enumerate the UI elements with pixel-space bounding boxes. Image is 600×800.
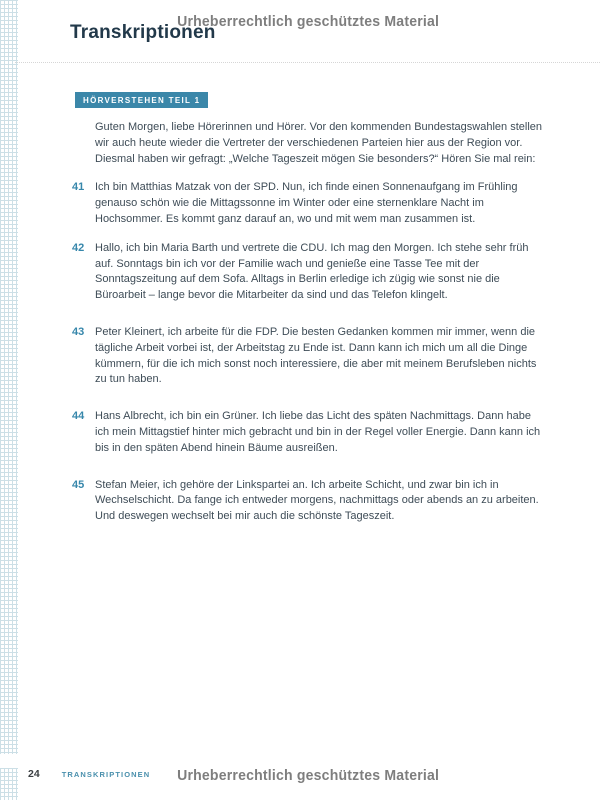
item-text: Hallo, ich bin Maria Barth und vertrete die CDU. Ich mag den Morgen. Ich stehe sehr früh auf. Sonntags bin ich vor der Familie wach und genieße eine Tasse Tee mit der Sonntagszeitung auf dem Sofa. Alltags in Berlin erledige ich zügig wie sonst nie die Büroarbeit – lange bevor die Mitarbeiter da sind und das Telefon klingelt.: [95, 241, 529, 302]
page-number: 24: [28, 768, 40, 780]
header-divider: [15, 62, 600, 63]
item-text: Hans Albrecht, ich bin ein Grüner. Ich liebe das Licht des späten Nachmittags. Dann habe ich mein Mittagstief hinter mich gebracht und bin in der Regel voller Energie. Dann kann ich bis in den späten Abend hinein Bäume ausreißen.: [95, 410, 541, 454]
item-text: Peter Kleinert, ich arbeite für die FDP. Die besten Gedanken kommen mir immer, wenn die tägliche Arbeit vorbei ist, der Arbeitstag zu Ende ist. Dann kann ich mich um all die Dinge kümmern, für die ich mich sonst noch interessiere, die aber mit meinem Berufsleben nichts zu tun haben.: [95, 325, 537, 386]
item-text: Stefan Meier, ich gehöre der Linkspartei an. Ich arbeite Schicht, und zwar bin ich in Wechselschicht. Da fange ich entweder morgens, nachmittags oder abends an zu arbeiten. Und deswegen wechselt bei mir auch die schönste Tageszeit.: [95, 478, 539, 523]
item-text: Ich bin Matthias Matzak von der SPD. Nun, ich finde einen Sonnenaufgang im Frühling genauso schön wie die Mittagssonne im Winter oder eine sternenklare Nacht im Hochsommer. Es kommt ganz darauf an, wo und mit wem man zusammen ist.: [95, 181, 518, 225]
item-number: 42: [72, 241, 85, 254]
transcript-item: [72, 409, 545, 456]
copyright-watermark-bottom: Urheberrechtlich geschütztes Material: [177, 768, 440, 784]
transcript-content: [72, 120, 545, 538]
item-number: 45: [72, 478, 85, 491]
item-number: 43: [72, 325, 85, 338]
page-footer: [28, 768, 150, 780]
footer-section-label: TRANSKRIPTIONEN: [61, 770, 151, 779]
page-edge-gap: [0, 754, 18, 768]
transcript-item: [72, 478, 545, 525]
page-edge-grid-pattern: [0, 0, 18, 800]
section-badge: HÖRVERSTEHEN TEIL 1: [75, 92, 208, 108]
intro-paragraph: Guten Morgen, liebe Hörerinnen und Hörer. Vor den kommenden Bundestagswahlen stellen wir auch heute wieder die Vertreter der verschiedenen Parteien hier aus der Region vor. Diesmal haben wir gefragt: „Welche Tageszeit mögen Sie besonders?“ Hören Sie mal rein:: [95, 121, 542, 165]
transcript-item: [72, 241, 545, 304]
page-title: Transkriptionen: [70, 22, 216, 43]
copyright-watermark-top: Urheberrechtlich geschütztes Material: [177, 14, 440, 30]
item-number: 41: [72, 181, 85, 194]
transcript-item: [72, 180, 545, 227]
transcript-item: [72, 325, 545, 388]
page-header: [70, 22, 216, 44]
item-number: 44: [72, 410, 85, 423]
